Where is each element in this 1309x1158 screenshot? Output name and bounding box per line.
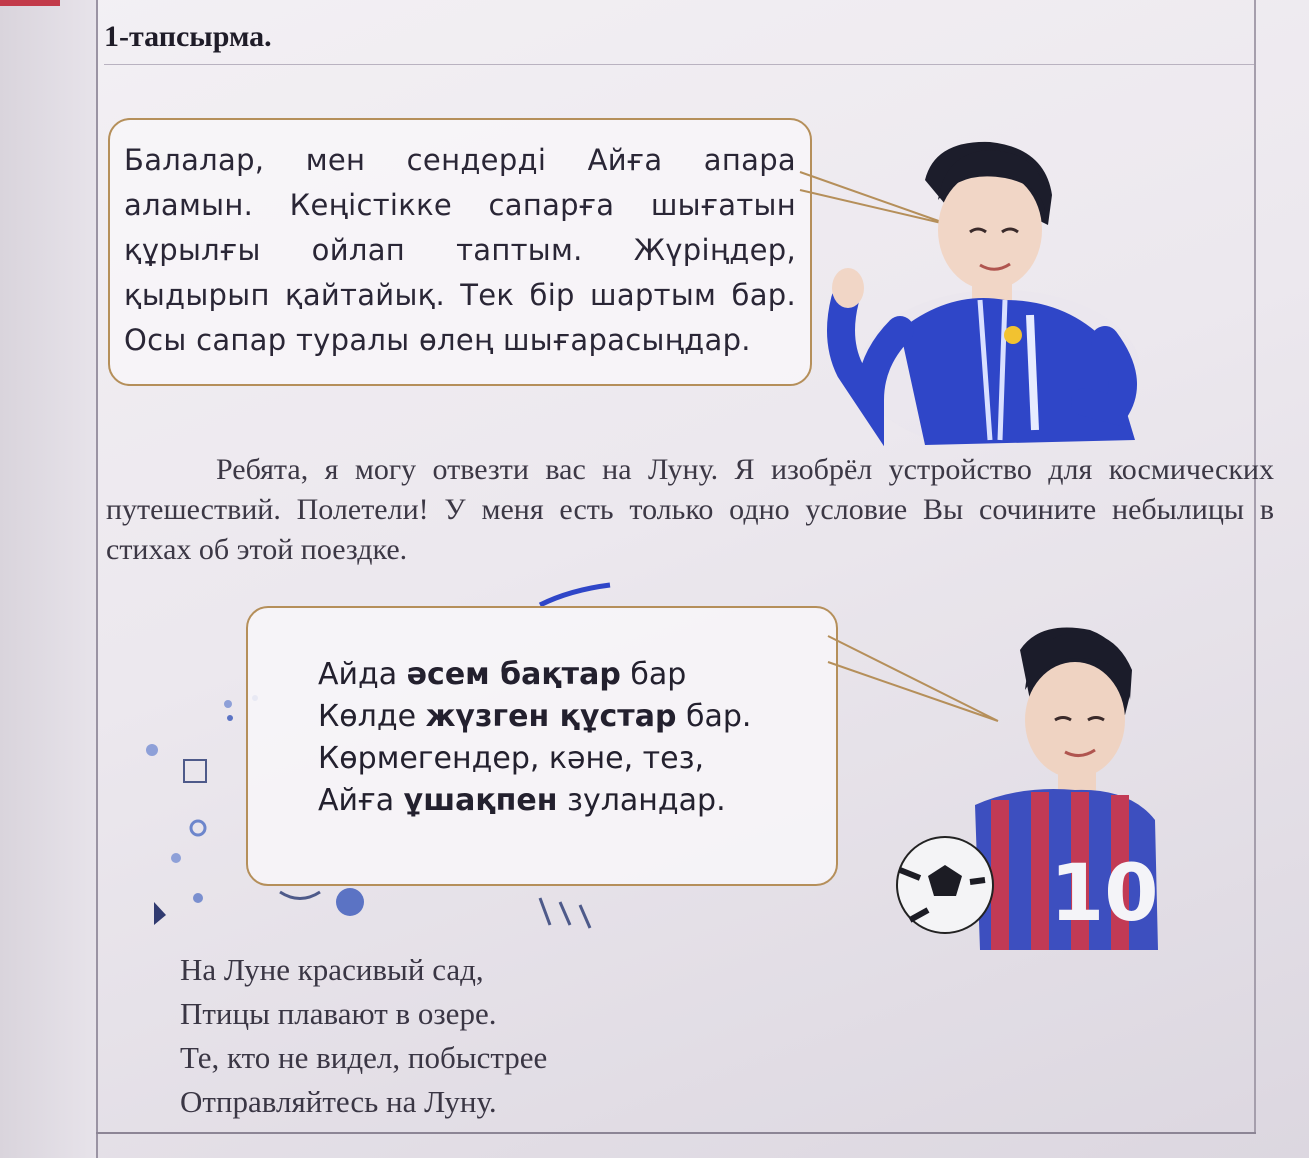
boy-in-blue-jacket-illustration <box>830 140 1150 450</box>
kazakh-poem-line <box>318 780 751 822</box>
task-title: 1-тапсырма. <box>104 20 272 53</box>
left-margin <box>0 0 98 1158</box>
poem-text: Айда <box>318 657 407 692</box>
jersey-number: 10 <box>1050 849 1159 939</box>
poem-text: Көрмегендер, кәне, тез, <box>318 741 705 776</box>
boy-with-soccer-ball-illustration <box>890 620 1160 960</box>
kazakh-poem <box>318 654 751 822</box>
poem-text: Көлде <box>318 699 426 734</box>
kazakh-speech-text: Балалар, мен сендерді Айға апара аламын. Кеңістікке сапарға шығатын құрылғы ойлап таптым. Жүріңдер, қыдырып қайтайық. Тек бір шартым бар. Осы сапар туралы өлең шығарасыңдар. <box>124 143 796 357</box>
kazakh-poem-line <box>318 654 751 696</box>
poem-text: Айға <box>318 783 404 818</box>
russian-poem <box>180 948 547 1124</box>
kazakh-poem-line <box>318 696 751 738</box>
russian-poem-line: Птицы плавают в озере. <box>180 996 497 1031</box>
poem-text: зуландар. <box>557 783 726 818</box>
poem-text: бар <box>620 657 687 692</box>
title-divider <box>104 64 1254 65</box>
russian-poem-line: Те, кто не видел, побыстрее <box>180 1040 548 1075</box>
bottom-border <box>96 1132 1256 1134</box>
page-corner-mark <box>0 0 60 6</box>
poem-bold-text: әсем бақтар <box>406 657 621 692</box>
russian-translation-paragraph <box>106 450 1274 570</box>
russian-poem-line: Отправляйтесь на Луну. <box>180 1084 497 1119</box>
poem-bold-text: ұшақпен <box>403 783 558 818</box>
poem-bold-text: жүзген құстар <box>425 699 677 734</box>
russian-poem-line: На Луне красивый сад, <box>180 952 484 987</box>
poem-text: бар. <box>676 699 752 734</box>
kazakh-poem-line <box>318 738 751 780</box>
russian-paragraph-text: Ребята, я могу отвезти вас на Луну. Я изобрёл устройство для космических путешествий. Полетели! У меня есть только одно условие Вы сочините небылицы в стихах об этой поездке. <box>106 453 1274 566</box>
